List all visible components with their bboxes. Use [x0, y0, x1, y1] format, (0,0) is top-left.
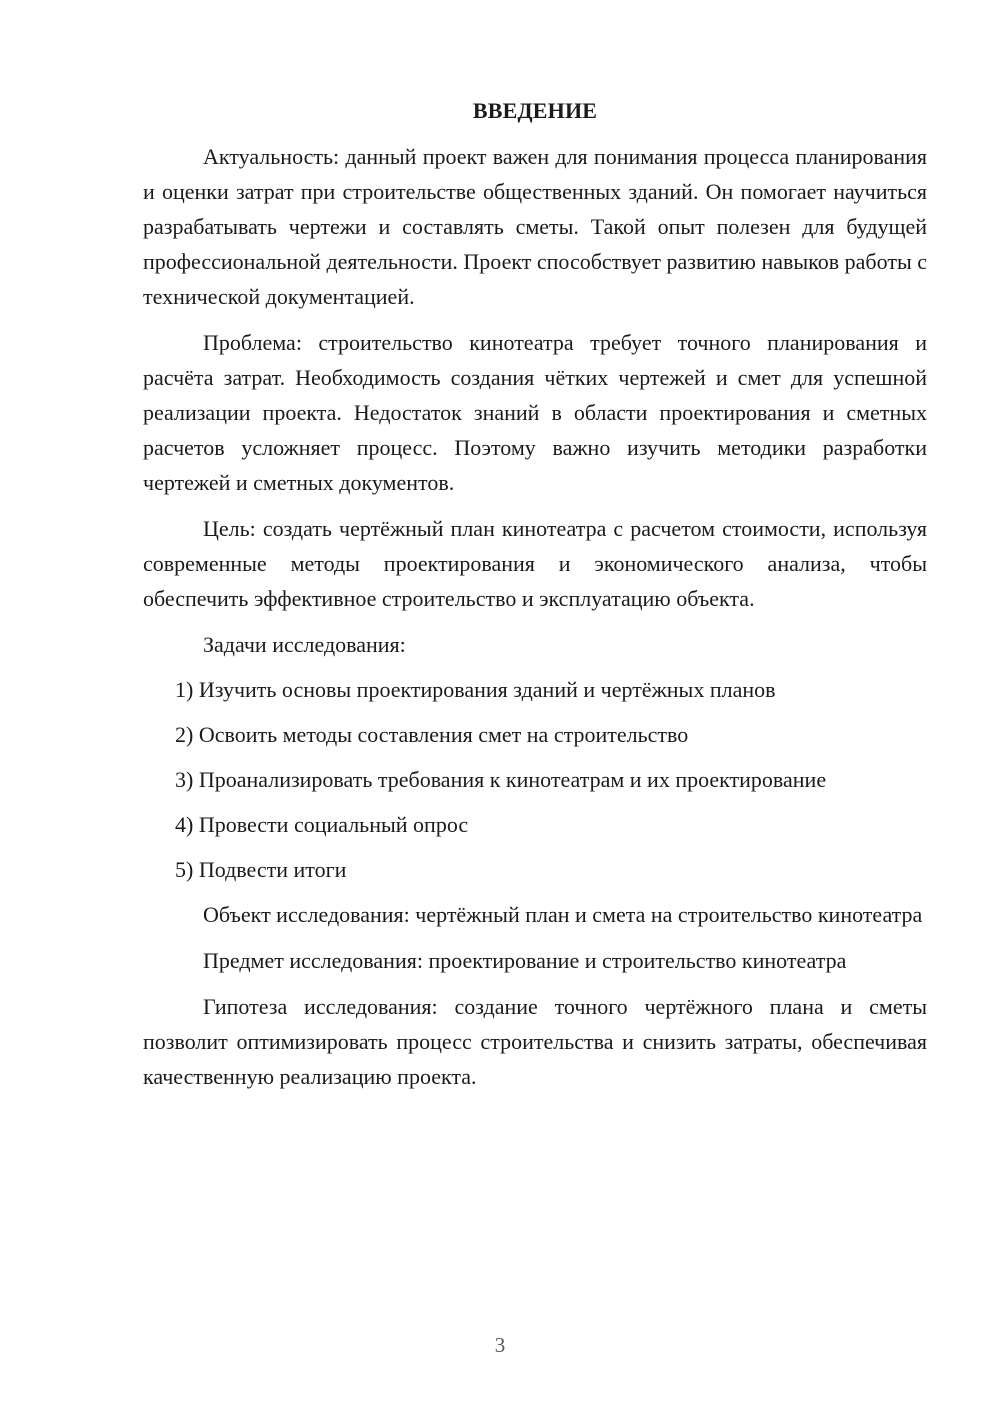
problem-paragraph: Проблема: строительство кинотеатра требует точного планирования и расчёта затрат. Необходимость создания чётких чертежей и смет для успешной реализации проекта. Недостаток знаний в области проектирования и сметных расчетов усложняет процесс. Поэтому важно изучить методики разработки чертежей и сметных документов.	[143, 330, 927, 495]
page-number: 3	[494, 1333, 506, 1357]
hypothesis-paragraph: Гипотеза исследования: создание точного чертёжного плана и сметы позволит оптимизировать процесс строительства и снизить затраты, обеспечивая качественную реализацию проекта.	[143, 994, 927, 1089]
subject-paragraph: Предмет исследования: проектирование и строительство кинотеатра	[203, 948, 847, 973]
object-paragraph: Объект исследования: чертёжный план и смета на строительство кинотеатра	[203, 902, 923, 927]
list-item: 5) Подвести итоги	[175, 857, 347, 882]
tasks-heading: Задачи исследования:	[203, 632, 406, 657]
goal-paragraph: Цель: создать чертёжный план кинотеатра с расчетом стоимости, используя современные методы проектирования и экономического анализа, чтобы обеспечить эффективное строительство и эксплуатацию объекта.	[143, 516, 927, 611]
list-item: 1) Изучить основы проектирования зданий и чертёжных планов	[175, 677, 776, 702]
list-item: 3) Проанализировать требования к кинотеатрам и их проектирование	[175, 767, 827, 792]
list-item: 4) Провести социальный опрос	[175, 812, 469, 837]
document-page	[143, 95, 927, 1105]
list-item: 2) Освоить методы составления смет на строительство	[175, 722, 689, 747]
section-title: ВВЕДЕНИЕ	[472, 98, 598, 123]
relevance-paragraph: Актуальность: данный проект важен для понимания процесса планирования и оценки затрат при строительстве общественных зданий. Он помогает научиться разрабатывать чертежи и составлять сметы. Такой опыт полезен для будущей профессиональной деятельности. Проект способствует развитию навыков работы с технической документацией.	[143, 144, 927, 309]
tasks-list	[143, 672, 927, 887]
